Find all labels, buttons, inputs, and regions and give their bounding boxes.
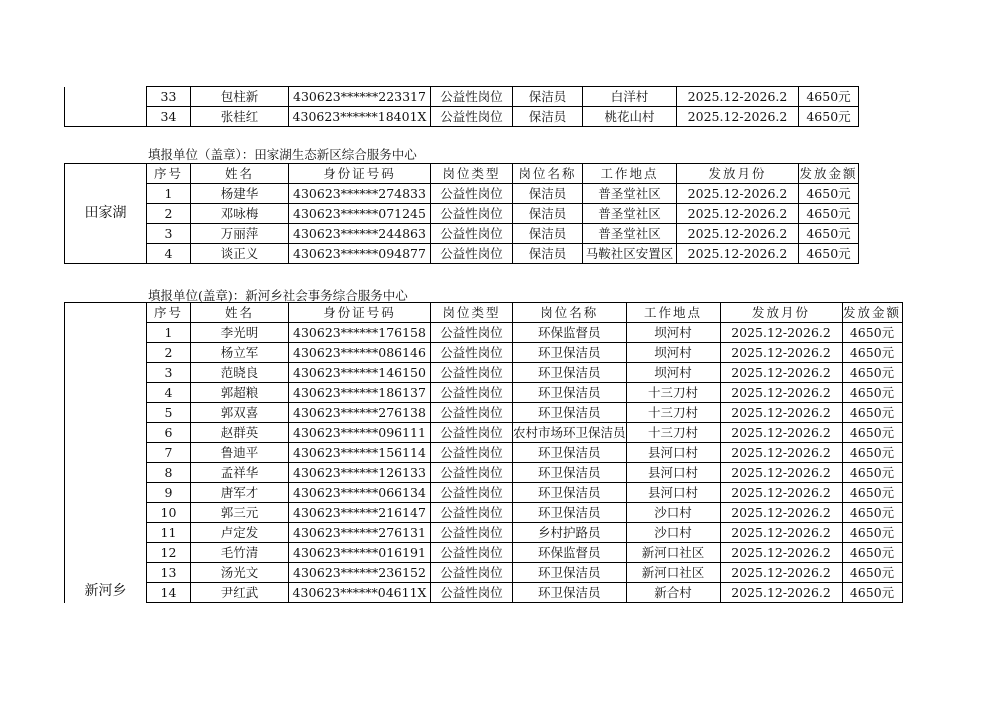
header-name: 姓名 xyxy=(191,303,289,323)
cell-post-name: 环卫保洁员 xyxy=(513,463,627,483)
cell-pay-period: 2025.12-2026.2 xyxy=(720,463,842,483)
cell-post-name: 保洁员 xyxy=(513,107,583,127)
tianjiahu-table-body xyxy=(65,164,859,264)
header-index: 序号 xyxy=(147,164,191,184)
cell-name: 汤光文 xyxy=(191,563,289,583)
cell-index: 5 xyxy=(147,403,191,423)
cell-pay-period: 2025.12-2026.2 xyxy=(720,323,842,343)
cell-post-type: 公益性岗位 xyxy=(431,463,513,483)
cell-id-number: 430623******016191 xyxy=(289,543,431,563)
table-row xyxy=(65,463,903,483)
table-row xyxy=(65,343,903,363)
table-row xyxy=(65,523,903,543)
table-row xyxy=(65,323,903,343)
cell-amount: 4650元 xyxy=(799,87,859,107)
cell-pay-period: 2025.12-2026.2 xyxy=(720,503,842,523)
header-post-name: 岗位名称 xyxy=(513,164,583,184)
cell-name: 唐军才 xyxy=(191,483,289,503)
cell-work-location: 新河口社区 xyxy=(626,543,720,563)
cell-name: 尹红武 xyxy=(191,583,289,603)
cell-post-name: 环卫保洁员 xyxy=(513,483,627,503)
cell-name: 范晓良 xyxy=(191,363,289,383)
cell-amount: 4650元 xyxy=(842,343,902,363)
cell-id-number: 430623******276138 xyxy=(289,403,431,423)
cell-work-location: 普圣堂社区 xyxy=(583,184,677,204)
cell-amount: 4650元 xyxy=(842,523,902,543)
cell-id-number: 430623******126133 xyxy=(289,463,431,483)
cell-index: 2 xyxy=(147,204,191,224)
cell-name: 孟祥华 xyxy=(191,463,289,483)
cell-pay-period: 2025.12-2026.2 xyxy=(677,244,799,264)
cell-work-location: 普圣堂社区 xyxy=(583,224,677,244)
cell-name: 毛竹清 xyxy=(191,543,289,563)
tianjiahu-table-block xyxy=(64,163,859,264)
cell-name: 卢定发 xyxy=(191,523,289,543)
table-row xyxy=(65,244,859,264)
cell-work-location: 沙口村 xyxy=(626,503,720,523)
header-id-number: 身份证号码 xyxy=(289,303,431,323)
cell-id-number: 430623******276131 xyxy=(289,523,431,543)
cell-work-location: 坝河村 xyxy=(626,343,720,363)
cell-post-type: 公益性岗位 xyxy=(431,483,513,503)
cell-pay-period: 2025.12-2026.2 xyxy=(720,363,842,383)
cell-post-name: 保洁员 xyxy=(513,184,583,204)
cell-post-type: 公益性岗位 xyxy=(431,204,513,224)
continuation-table-body xyxy=(65,87,859,127)
cell-work-location: 普圣堂社区 xyxy=(583,204,677,224)
cell-work-location: 桃花山村 xyxy=(583,107,677,127)
cell-post-type: 公益性岗位 xyxy=(431,224,513,244)
table-row xyxy=(65,184,859,204)
cell-work-location: 坝河村 xyxy=(626,323,720,343)
cell-index: 4 xyxy=(147,383,191,403)
side-label: 田家湖 xyxy=(65,164,147,264)
cell-pay-period: 2025.12-2026.2 xyxy=(677,204,799,224)
cell-work-location: 县河口村 xyxy=(626,443,720,463)
header-work-location: 工作地点 xyxy=(626,303,720,323)
cell-post-type: 公益性岗位 xyxy=(431,543,513,563)
table-row xyxy=(65,543,903,563)
header-post-name: 岗位名称 xyxy=(513,303,627,323)
table-row xyxy=(65,583,903,603)
cell-pay-period: 2025.12-2026.2 xyxy=(677,107,799,127)
cell-name: 万丽萍 xyxy=(191,224,289,244)
cell-post-name: 环卫保洁员 xyxy=(513,383,627,403)
cell-id-number: 430623******096111 xyxy=(289,423,431,443)
cell-id-number: 430623******146150 xyxy=(289,363,431,383)
cell-work-location: 十三刀村 xyxy=(626,423,720,443)
continuation-table-block xyxy=(64,86,859,127)
cell-amount: 4650元 xyxy=(842,423,902,443)
cell-amount: 4650元 xyxy=(842,463,902,483)
cell-index: 12 xyxy=(147,543,191,563)
header-post-type: 岗位类型 xyxy=(431,164,513,184)
cell-post-type: 公益性岗位 xyxy=(431,583,513,603)
cell-id-number: 430623******071245 xyxy=(289,204,431,224)
cell-post-name: 环保监督员 xyxy=(513,323,627,343)
cell-post-name: 环卫保洁员 xyxy=(513,403,627,423)
cell-id-number: 430623******274833 xyxy=(289,184,431,204)
header-name: 姓名 xyxy=(191,164,289,184)
tianjiahu-table xyxy=(64,163,859,264)
cell-post-name: 保洁员 xyxy=(513,87,583,107)
cell-id-number: 430623******18401X xyxy=(289,107,431,127)
cell-amount: 4650元 xyxy=(842,543,902,563)
cell-post-type: 公益性岗位 xyxy=(431,323,513,343)
cell-post-type: 公益性岗位 xyxy=(431,423,513,443)
unit-caption-tianjiahu: 填报单位（盖章）：田家湖生态新区综合服务中心 xyxy=(148,147,417,162)
cell-pay-period: 2025.12-2026.2 xyxy=(720,583,842,603)
cell-post-name: 保洁员 xyxy=(513,224,583,244)
table-row xyxy=(65,423,903,443)
cell-id-number: 430623******186137 xyxy=(289,383,431,403)
cell-pay-period: 2025.12-2026.2 xyxy=(677,87,799,107)
cell-post-type: 公益性岗位 xyxy=(431,244,513,264)
cell-amount: 4650元 xyxy=(842,563,902,583)
header-id-number: 身份证号码 xyxy=(289,164,431,184)
cell-post-type: 公益性岗位 xyxy=(431,523,513,543)
cell-amount: 4650元 xyxy=(842,383,902,403)
table-row xyxy=(65,563,903,583)
cell-id-number: 430623******156114 xyxy=(289,443,431,463)
cell-index: 1 xyxy=(147,323,191,343)
side-label: 新河乡 xyxy=(65,303,147,603)
cell-work-location: 沙口村 xyxy=(626,523,720,543)
cell-post-type: 公益性岗位 xyxy=(431,403,513,423)
cell-work-location: 新河口社区 xyxy=(626,563,720,583)
cell-index: 34 xyxy=(147,107,191,127)
cell-pay-period: 2025.12-2026.2 xyxy=(720,403,842,423)
cell-name: 鲁迪平 xyxy=(191,443,289,463)
cell-amount: 4650元 xyxy=(799,184,859,204)
cell-post-name: 环卫保洁员 xyxy=(513,363,627,383)
table-row xyxy=(65,383,903,403)
cell-id-number: 430623******244863 xyxy=(289,224,431,244)
cell-name: 杨立军 xyxy=(191,343,289,363)
table-row xyxy=(65,224,859,244)
cell-post-type: 公益性岗位 xyxy=(431,363,513,383)
cell-work-location: 白洋村 xyxy=(583,87,677,107)
cell-id-number: 430623******176158 xyxy=(289,323,431,343)
cell-amount: 4650元 xyxy=(842,363,902,383)
table-row xyxy=(65,483,903,503)
header-post-type: 岗位类型 xyxy=(431,303,513,323)
xinhexiang-table xyxy=(64,302,903,603)
cell-amount: 4650元 xyxy=(842,443,902,463)
cell-index: 3 xyxy=(147,363,191,383)
unit-caption-xinhexiang: 填报单位(盖章)：新河乡社会事务综合服务中心 xyxy=(148,288,408,303)
cell-post-name: 环卫保洁员 xyxy=(513,443,627,463)
header-amount: 发放金额 xyxy=(799,164,859,184)
cell-post-type: 公益性岗位 xyxy=(431,107,513,127)
cell-pay-period: 2025.12-2026.2 xyxy=(720,443,842,463)
table-row xyxy=(65,403,903,423)
cell-pay-period: 2025.12-2026.2 xyxy=(720,543,842,563)
cell-index: 3 xyxy=(147,224,191,244)
cell-amount: 4650元 xyxy=(799,204,859,224)
cell-name: 杨建华 xyxy=(191,184,289,204)
cell-id-number: 430623******216147 xyxy=(289,503,431,523)
cell-post-name: 环保监督员 xyxy=(513,543,627,563)
side-label xyxy=(65,87,147,127)
cell-index: 33 xyxy=(147,87,191,107)
cell-index: 2 xyxy=(147,343,191,363)
cell-post-name: 环卫保洁员 xyxy=(513,583,627,603)
header-amount: 发放金额 xyxy=(842,303,902,323)
cell-amount: 4650元 xyxy=(842,583,902,603)
cell-pay-period: 2025.12-2026.2 xyxy=(720,523,842,543)
cell-post-type: 公益性岗位 xyxy=(431,503,513,523)
cell-name: 谈正义 xyxy=(191,244,289,264)
cell-pay-period: 2025.12-2026.2 xyxy=(677,184,799,204)
cell-work-location: 坝河村 xyxy=(626,363,720,383)
cell-id-number: 430623******223317 xyxy=(289,87,431,107)
cell-index: 8 xyxy=(147,463,191,483)
cell-work-location: 县河口村 xyxy=(626,483,720,503)
cell-index: 13 xyxy=(147,563,191,583)
header-work-location: 工作地点 xyxy=(583,164,677,184)
cell-name: 郭双喜 xyxy=(191,403,289,423)
cell-post-type: 公益性岗位 xyxy=(431,343,513,363)
cell-amount: 4650元 xyxy=(842,323,902,343)
cell-work-location: 县河口村 xyxy=(626,463,720,483)
cell-name: 郭超粮 xyxy=(191,383,289,403)
cell-post-name: 农村市场环卫保洁员 xyxy=(513,423,627,443)
cell-amount: 4650元 xyxy=(842,403,902,423)
cell-post-name: 环卫保洁员 xyxy=(513,343,627,363)
cell-pay-period: 2025.12-2026.2 xyxy=(677,224,799,244)
cell-id-number: 430623******236152 xyxy=(289,563,431,583)
cell-name: 赵群英 xyxy=(191,423,289,443)
cell-index: 11 xyxy=(147,523,191,543)
cell-work-location: 新合村 xyxy=(626,583,720,603)
cell-pay-period: 2025.12-2026.2 xyxy=(720,423,842,443)
cell-index: 14 xyxy=(147,583,191,603)
cell-work-location: 十三刀村 xyxy=(626,403,720,423)
cell-post-type: 公益性岗位 xyxy=(431,383,513,403)
table-row xyxy=(65,363,903,383)
cell-name: 包柱新 xyxy=(191,87,289,107)
cell-amount: 4650元 xyxy=(799,107,859,127)
cell-id-number: 430623******066134 xyxy=(289,483,431,503)
table-row xyxy=(65,204,859,224)
cell-pay-period: 2025.12-2026.2 xyxy=(720,563,842,583)
cell-post-name: 保洁员 xyxy=(513,204,583,224)
cell-pay-period: 2025.12-2026.2 xyxy=(720,383,842,403)
cell-index: 4 xyxy=(147,244,191,264)
table-row xyxy=(65,503,903,523)
table-header-row xyxy=(65,303,903,323)
cell-name: 邓咏梅 xyxy=(191,204,289,224)
cell-id-number: 430623******094877 xyxy=(289,244,431,264)
cell-id-number: 430623******086146 xyxy=(289,343,431,363)
cell-amount: 4650元 xyxy=(799,224,859,244)
header-index: 序号 xyxy=(147,303,191,323)
cell-work-location: 马鞍社区安置区 xyxy=(583,244,677,264)
cell-index: 7 xyxy=(147,443,191,463)
cell-name: 李光明 xyxy=(191,323,289,343)
cell-post-type: 公益性岗位 xyxy=(431,184,513,204)
cell-post-type: 公益性岗位 xyxy=(431,443,513,463)
xinhexiang-table-body xyxy=(65,303,903,603)
cell-post-type: 公益性岗位 xyxy=(431,87,513,107)
cell-name: 张桂红 xyxy=(191,107,289,127)
cell-work-location: 十三刀村 xyxy=(626,383,720,403)
cell-index: 6 xyxy=(147,423,191,443)
header-pay-period: 发放月份 xyxy=(720,303,842,323)
cell-post-name: 乡村护路员 xyxy=(513,523,627,543)
cell-post-name: 环卫保洁员 xyxy=(513,563,627,583)
table-row xyxy=(65,107,859,127)
cell-post-name: 保洁员 xyxy=(513,244,583,264)
cell-amount: 4650元 xyxy=(799,244,859,264)
table-header-row xyxy=(65,164,859,184)
cell-pay-period: 2025.12-2026.2 xyxy=(720,343,842,363)
table-row xyxy=(65,443,903,463)
header-pay-period: 发放月份 xyxy=(677,164,799,184)
cell-amount: 4650元 xyxy=(842,483,902,503)
cell-index: 9 xyxy=(147,483,191,503)
cell-name: 郭三元 xyxy=(191,503,289,523)
cell-post-type: 公益性岗位 xyxy=(431,563,513,583)
xinhexiang-table-block xyxy=(64,302,903,603)
cell-id-number: 430623******04611X xyxy=(289,583,431,603)
table-row xyxy=(65,87,859,107)
cell-post-name: 环卫保洁员 xyxy=(513,503,627,523)
cell-index: 10 xyxy=(147,503,191,523)
continuation-table xyxy=(64,86,859,127)
cell-amount: 4650元 xyxy=(842,503,902,523)
cell-pay-period: 2025.12-2026.2 xyxy=(720,483,842,503)
cell-index: 1 xyxy=(147,184,191,204)
